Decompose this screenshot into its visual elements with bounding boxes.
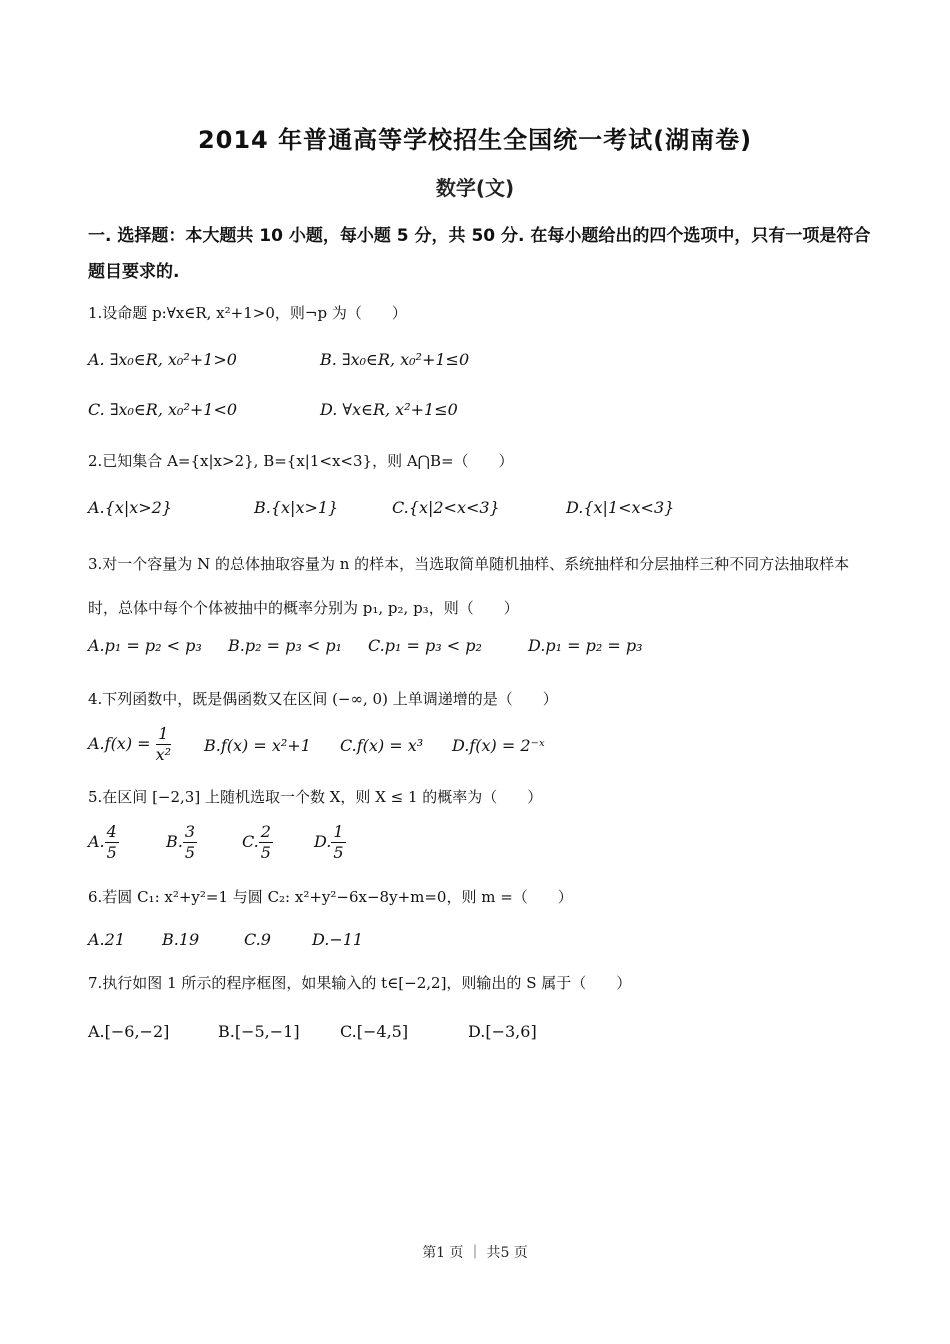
question-2-option-d: D.{x|1<x<3} bbox=[566, 498, 675, 517]
page-title: 2014 年普通高等学校招生全国统一考试(湖南卷) bbox=[197, 126, 753, 154]
fraction-numerator: 3 bbox=[184, 822, 196, 841]
fraction-denominator: 5 bbox=[260, 843, 271, 862]
section-heading: 一. 选择题：本大题共 10 小题，每小题 5 分，共 50 分. 在每小题给出的四个选项中，只有一项是符合题目要求的. bbox=[88, 226, 871, 282]
question-5-option-c bbox=[242, 822, 273, 863]
question-4-option-a bbox=[88, 724, 171, 765]
question-3-option-b: B.p₂ = p₃ < p₁ bbox=[228, 636, 342, 655]
question-1-option-b: B. ∃x₀∈R, x₀²+1≤0 bbox=[320, 350, 470, 369]
question-1-option-d: D. ∀x∈R, x²+1≤0 bbox=[320, 400, 458, 419]
question-4-option-b: B.f(x) = x²+1 bbox=[204, 736, 311, 755]
question-7-option-d: D.[−3,6] bbox=[468, 1022, 537, 1041]
question-1-stem: 1.设命题 p:∀x∈R, x²+1>0，则¬p 为（ ） bbox=[88, 304, 407, 322]
question-5-stem: 5.在区间 [−2,3] 上随机选取一个数 X，则 X ≤ 1 的概率为（ ） bbox=[88, 788, 543, 806]
question-2-option-a: A.{x|x>2} bbox=[88, 498, 173, 517]
fraction-numerator: 1 bbox=[333, 822, 344, 841]
page-footer: 第1 页 ｜ 共5 页 bbox=[422, 1245, 528, 1261]
fraction-denominator: 5 bbox=[333, 843, 344, 862]
fraction-denominator: 5 bbox=[184, 843, 196, 862]
question-2-option-c: C.{x|2<x<3} bbox=[392, 498, 500, 517]
question-5-option-c-label: C. bbox=[242, 832, 259, 851]
question-7-option-c: C.[−4,5] bbox=[340, 1022, 409, 1041]
question-5-option-a-fraction bbox=[105, 822, 119, 863]
question-3-option-d: D.p₁ = p₂ = p₃ bbox=[528, 636, 643, 655]
question-6-option-c: C.9 bbox=[244, 930, 271, 949]
question-6-option-a: A.21 bbox=[88, 930, 125, 949]
fraction-numerator: 1 bbox=[156, 724, 171, 745]
question-7-option-b: B.[−5,−1] bbox=[218, 1022, 300, 1041]
question-5-option-b-fraction bbox=[183, 822, 197, 863]
question-1-option-c: C. ∃x₀∈R, x₀²+1<0 bbox=[88, 400, 238, 419]
fraction-denominator: x² bbox=[155, 745, 172, 764]
question-7-option-a: A.[−6,−2] bbox=[88, 1022, 170, 1041]
question-5-option-d-fraction bbox=[331, 822, 345, 863]
fraction-numerator: 4 bbox=[106, 822, 117, 841]
question-6-option-d: D.−11 bbox=[312, 930, 364, 949]
question-1-option-a: A. ∃x₀∈R, x₀²+1>0 bbox=[88, 350, 237, 369]
question-3-stem: 3.对一个容量为 N 的总体抽取容量为 n 的样本，当选取简单随机抽样、系统抽样和分层抽样三种不同方法抽取样本时，总体中每个个体被抽中的概率分别为 p₁, p₂, p₃，则（ ） bbox=[88, 555, 850, 617]
question-4-stem: 4.下列函数中，既是偶函数又在区间 (−∞, 0) 上单调递增的是（ ） bbox=[88, 690, 558, 708]
question-4-option-c: C.f(x) = x³ bbox=[340, 736, 424, 755]
question-6-option-b: B.19 bbox=[162, 930, 200, 949]
question-5-option-d bbox=[314, 822, 346, 863]
question-3-option-a: A.p₁ = p₂ < p₃ bbox=[88, 636, 202, 655]
question-2-option-b: B.{x|x>1} bbox=[254, 498, 339, 517]
question-4-option-d: D.f(x) = 2⁻ˣ bbox=[452, 736, 545, 755]
question-5-option-b bbox=[166, 822, 197, 863]
question-7-stem: 7.执行如图 1 所示的程序框图，如果输入的 t∈[−2,2]，则输出的 S 属于（ ） bbox=[88, 974, 632, 992]
fraction-denominator: 5 bbox=[106, 843, 117, 862]
question-5-option-b-label: B. bbox=[166, 832, 183, 851]
question-3-option-c: C.p₁ = p₃ < p₂ bbox=[368, 636, 482, 655]
question-5-option-a-label: A. bbox=[88, 832, 105, 851]
fraction-numerator: 2 bbox=[260, 822, 271, 841]
question-5-option-c-fraction bbox=[259, 822, 273, 863]
question-5-option-d-label: D. bbox=[314, 832, 332, 851]
question-4-option-a-fraction bbox=[156, 724, 171, 765]
question-4-option-a-label: A.f(x) = bbox=[88, 734, 156, 753]
question-5-option-a bbox=[88, 822, 119, 863]
page-subtitle: 数学(文) bbox=[435, 176, 515, 200]
question-2-stem: 2.已知集合 A={x|x>2}, B={x|1<x<3}，则 A⋂B=（ ） bbox=[88, 452, 514, 470]
question-6-stem: 6.若圆 C₁: x²+y²=1 与圆 C₂: x²+y²−6x−8y+m=0，则 m =（ ） bbox=[88, 888, 573, 906]
